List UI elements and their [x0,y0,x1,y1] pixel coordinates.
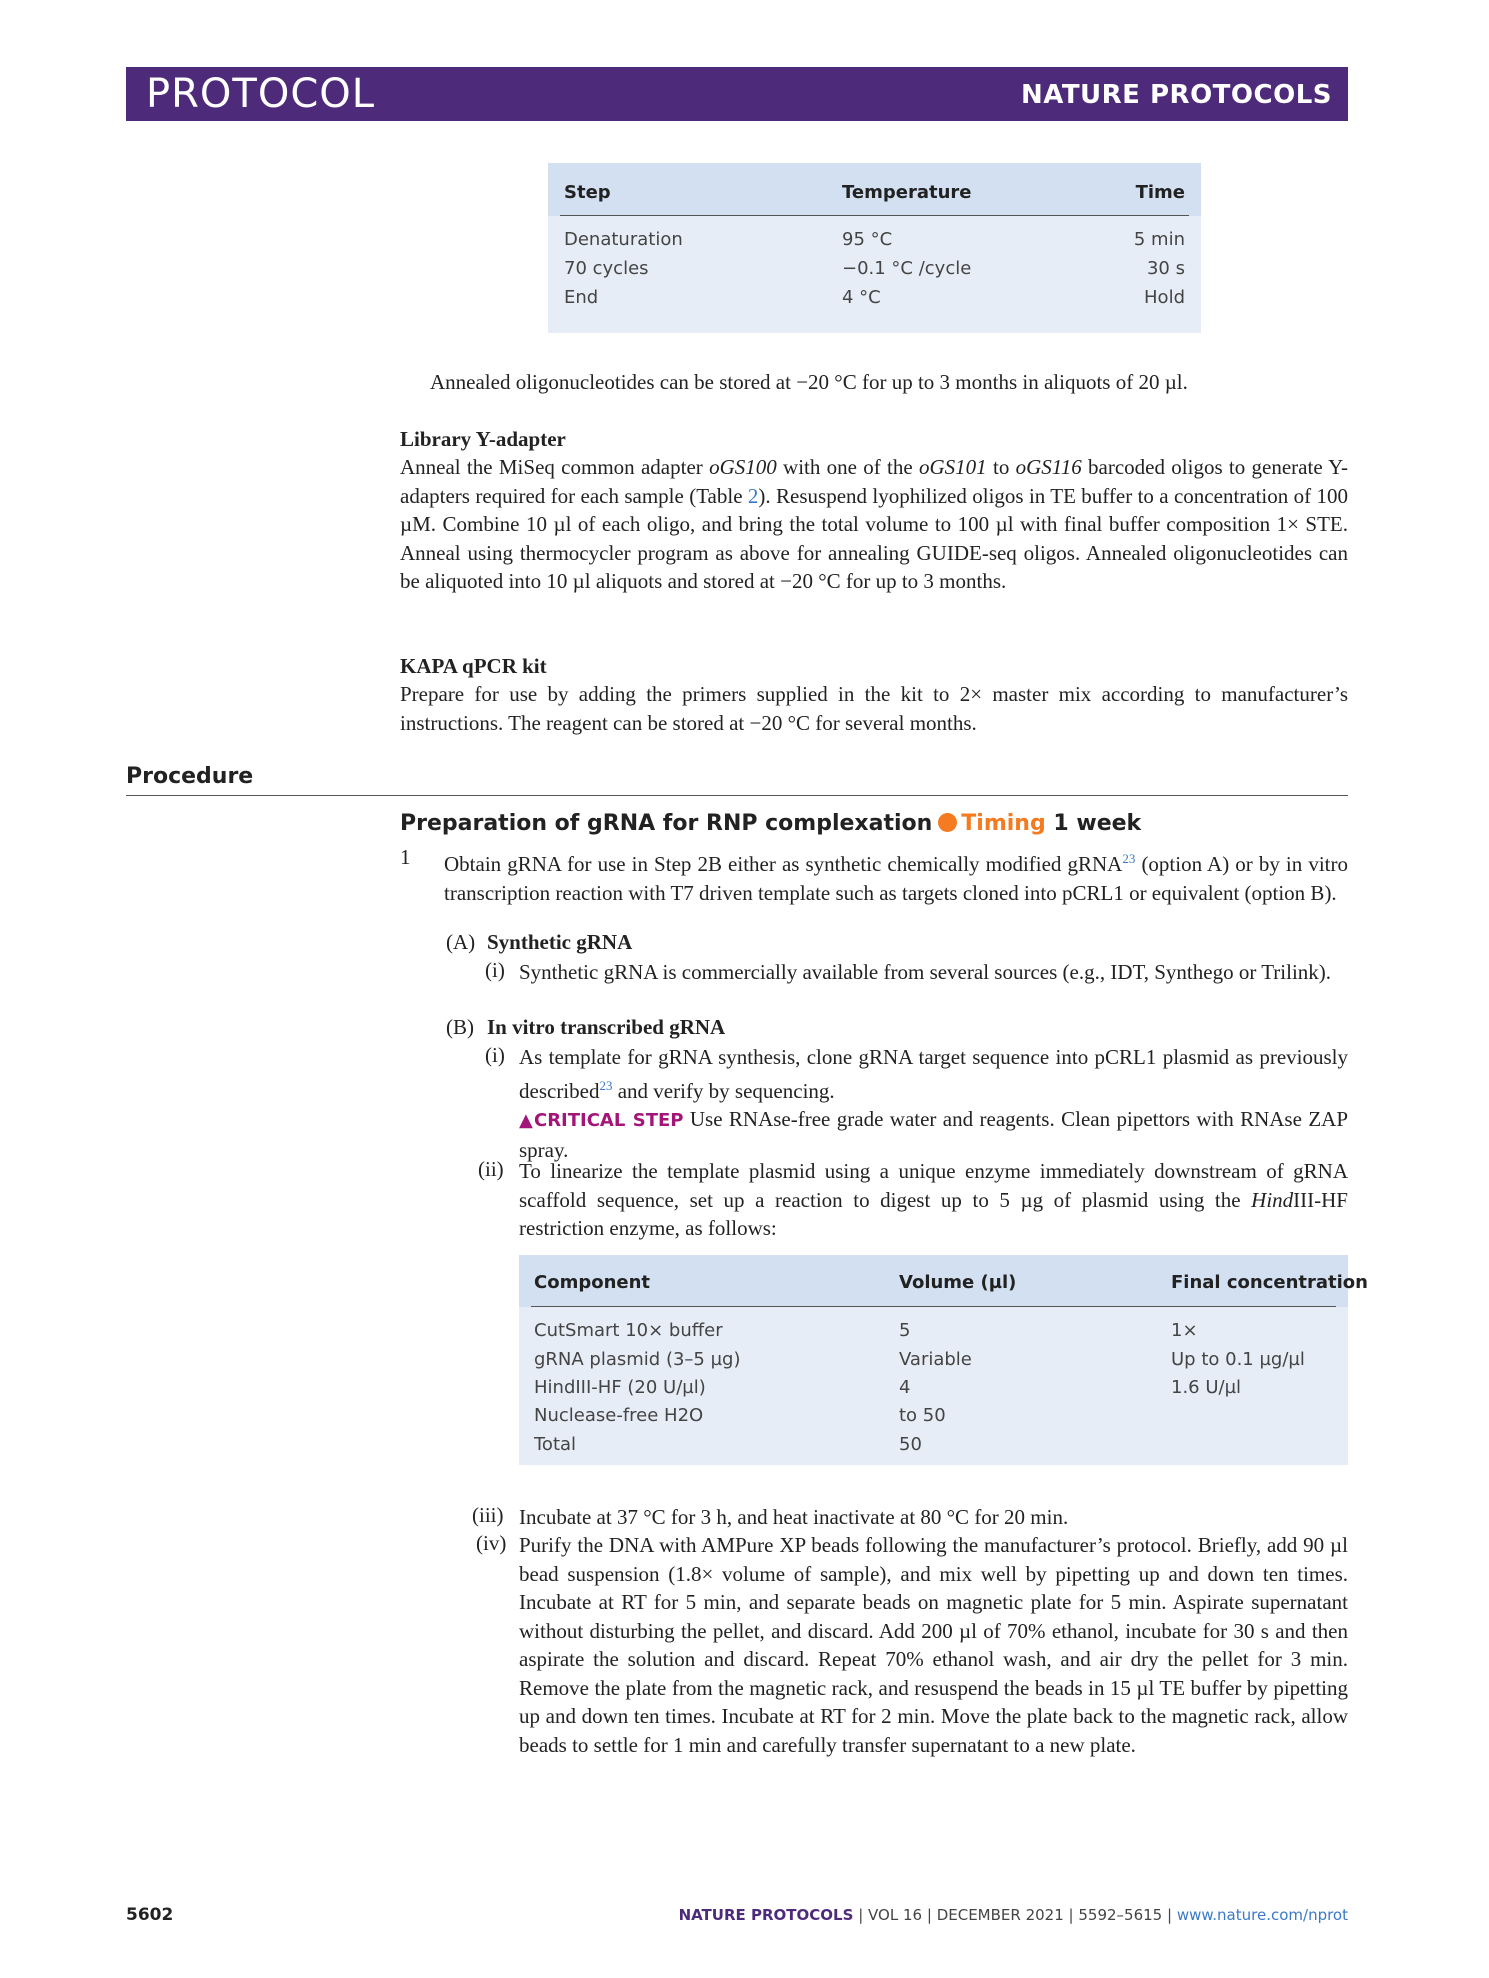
journal-label: NATURE PROTOCOLS [1020,80,1332,110]
kapa-heading: KAPA qPCR kit [400,654,547,678]
library-heading: Library Y-adapter [400,427,566,451]
option-b-iii-label: (iii) [472,1503,504,1527]
table-cell: Nuclease-free H2O [534,1405,704,1426]
table-cell: to 50 [899,1405,946,1426]
table-cell: 5 min [1133,229,1185,250]
table-cell: HindIII-HF (20 U/µl) [534,1377,706,1398]
option-a-i-text: Synthetic gRNA is commercially available from several sources (e.g., IDT, Synthego or Trilink). [519,960,1332,984]
step-number: 1 [400,845,411,869]
table-header-cell: Component [534,1272,651,1293]
option-b-ii-label: (ii) [478,1157,504,1181]
critical-step-label: ▲CRITICAL STEP [519,1110,684,1131]
digest-table [519,1255,1368,1465]
table-cell: 50 [899,1434,922,1455]
table-rule [560,215,1189,216]
table-cell: 5 [899,1320,911,1341]
option-b-iii-text: Incubate at 37 °C for 3 h, and heat inactivate at 80 °C for 20 min. [519,1505,1069,1529]
page-banner [126,67,1348,121]
option-b-iv-label: (iv) [476,1531,507,1555]
procedure-subheading: Preparation of gRNA for RNP complexation Timing 1 week [400,811,1142,836]
step-1-text: Obtain gRNA for use in Step 2B either as synthetic chemically modified gRNA$^{23}$ (option A) or by in vitro transcription reaction with T7 driven template such as targets cloned into pCRL1 or equivalent (option B). [444,851,1348,905]
storage-note: Annealed oligonucleotides can be stored at −20 °C for up to 3 months in aliquots of 20 µl. [430,370,1188,394]
timing-dot-icon [938,813,957,832]
thermocycler-table [548,163,1201,333]
timing-value: 1 week [1053,811,1142,836]
reference-link[interactable]: 23 [599,1077,613,1093]
table-cell: Hold [1144,287,1185,308]
option-b-ii-text: To linearize the template plasmid using a unique enzyme immediately downstream of gRNA scaffold sequence, set up a reaction to digest up to 5 µg of plasmid using the HindIII-HF restriction enzyme, as follows: [519,1159,1348,1240]
table-cell: −0.1 °C /cycle [842,258,972,279]
table-cell: 95 °C [842,229,893,250]
table-cell: 1× [1171,1320,1198,1341]
table-cell: Up to 0.1 µg/µl [1171,1349,1305,1370]
option-a-i-label: (i) [485,958,505,982]
page-number: 5602 [126,1905,174,1925]
option-b-iv-text: Purify the DNA with AMPure XP beads following the manufacturer’s protocol. Briefly, add 90 µl bead suspension (1.8× volume of sample), and mix well by pipetting up and down ten times. Incubate at RT for 5 min, and separate beads on magnetic plate for 5 min. Aspirate supernatant without disturbing the pellet, and discard. Add 200 µl of 70% ethanol, incubate for 30 s and then aspirate the solution and discard. Repeat 70% ethanol wash, and air dry the pellet for 3 min. Remove the plate from the magnetic rack, and resuspend the beads in 15 µl TE buffer by pipetting up and down ten times. Incubate at RT for 2 min. Move the plate back to the magnetic rack, allow beads to settle for 1 min and carefully transfer supernatant to a new plate. [519,1533,1348,1757]
procedure-title: Procedure [126,764,254,789]
footer-citation: NATURE PROTOCOLS | VOL 16 | DECEMBER 2021 | 5592–5615 | www.nature.com/nprot [678,1906,1348,1924]
table-header-cell: Temperature [842,182,972,203]
table-cell: 1.6 U/µl [1171,1377,1242,1398]
table-cell: 70 cycles [564,258,649,279]
table-cell: gRNA plasmid (3–5 µg) [534,1349,741,1370]
section-label: PROTOCOL [146,71,376,117]
option-b-i-label: (i) [485,1043,505,1067]
timing-label: Timing [961,811,1046,836]
option-a-label: (A) [446,930,476,954]
table-header-cell: Time [1135,182,1185,203]
reference-link[interactable]: 23 [1122,851,1136,866]
option-a-title: Synthetic gRNA [487,930,633,954]
table-cell: 4 [899,1377,911,1398]
library-paragraph: Anneal the MiSeq common adapter oGS100 with one of the oGS101 to oGS116 barcoded oligos to generate Y-adapters required for each sample (Table 2). Resuspend lyophilized oligos in TE buffer to a concentration of 100 µM. Combine 10 µl of each oligo, and bring the total volume to 100 µl with final buffer composition 1× STE. Anneal using thermocycler program as above for annealing GUIDE-seq oligos. Annealed oligonucleotides can be aliquoted into 10 µl aliquots and stored at −20 °C for up to 3 months. [400,455,1348,593]
table-cell: Variable [899,1349,972,1370]
table-header-cell: Step [564,182,611,203]
table-cell: End [564,287,599,308]
table-cell: CutSmart 10× buffer [534,1320,723,1341]
table-rule [531,1306,1336,1307]
kapa-paragraph: Prepare for use by adding the primers supplied in the kit to 2× master mix according to manufacturer’s instructions. The reagent can be stored at −20 °C for several months. [400,682,1348,735]
table-cell: Denaturation [564,229,683,250]
table-header-cell: Volume (µl) [899,1272,1017,1293]
table-cell: 30 s [1146,258,1185,279]
table-ref-link[interactable]: 2 [747,483,759,508]
journal-url-link[interactable]: www.nature.com/nprot [1176,1906,1348,1924]
section-divider [126,795,1348,796]
option-b-title: In vitro transcribed gRNA [487,1015,726,1039]
option-b-label: (B) [446,1015,474,1039]
table-cell: Total [534,1434,577,1455]
table-header-cell: Final concentration [1171,1272,1368,1293]
table-cell: 4 °C [842,287,881,308]
option-b-i-text: As template for gRNA synthesis, clone gRNA target sequence into pCRL1 plasmid as previously described$^{23}$ and verify by sequencing. ▲CRITICAL STEP Use RNAse-free grade water and reagents. Clean pipettors with RNAse ZAP spray. [519,1045,1348,1162]
